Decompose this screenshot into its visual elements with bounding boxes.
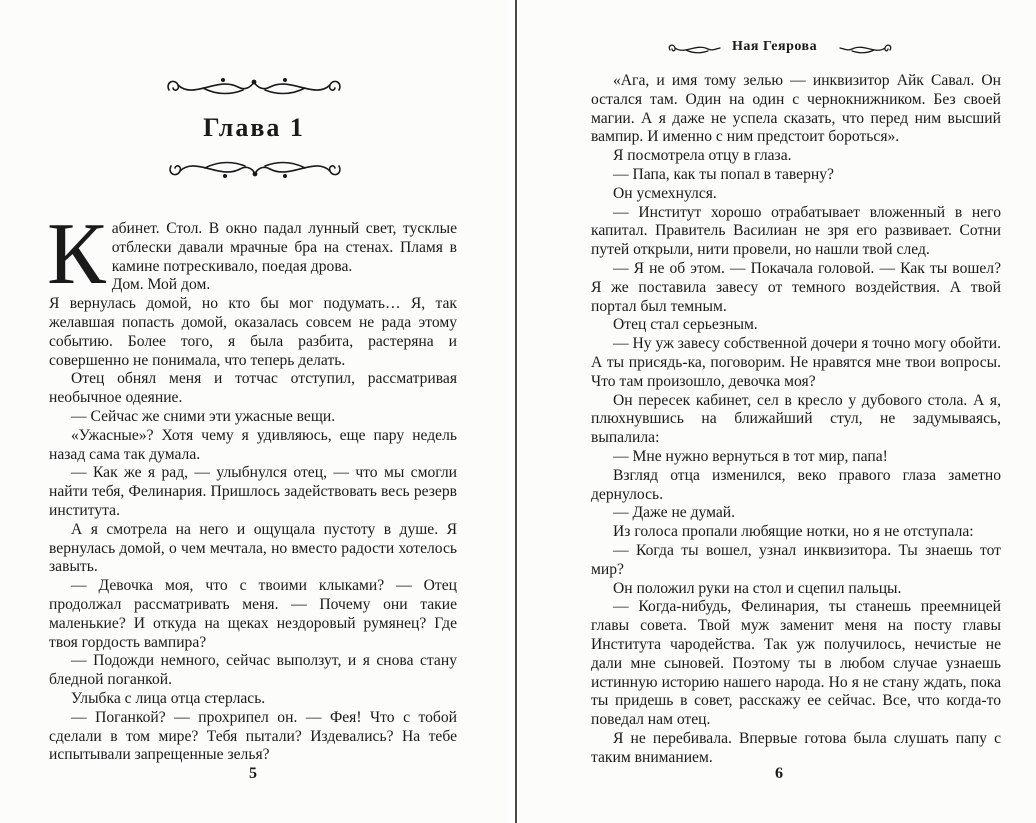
paragraph: — Институт хорошо отрабатывает вложенный в него капитал. Правитель Василиан не зря его развивает. Сотни путей открыли, нити провели, но нашли твой след.	[591, 203, 1001, 259]
paragraph: — Как же я рад, — улыбнулся отец, — что мы смогли найти тебя, Фелинария. Пришлось задействовать весь резерв института.	[49, 464, 457, 519]
drop-cap: К	[47, 206, 106, 303]
paragraph: — Даже не думай.	[613, 504, 736, 522]
paragraph: — Когда ты вошел, узнал инквизитора. Ты знаешь тот мир?	[591, 541, 1001, 578]
left-page	[0, 0, 508, 823]
paragraph: Отец стал серьезным.	[613, 316, 758, 334]
left-page-text	[47, 206, 457, 765]
paragraph: Он усмехнулся.	[613, 184, 717, 202]
paragraph: — Девочка моя, что с твоими клыками? — Отец продолжал рассматривать меня. — Почему они такие маленькие? И откуда на щеках нездоровый румянец? Где твоя гордость вампира?	[49, 577, 457, 651]
paragraph: Он положил руки на стол и сцепил пальцы.	[613, 579, 902, 597]
paragraph: — Подожди немного, сейчас выползут, и я снова стану бледной поганкой.	[49, 652, 457, 689]
paragraph: «Ага, и имя тому зелью — инквизитор Айк Савал. Он остался там. Один на один с чернокнижником. Без своей магии. А я даже не успела сказать, что перед ним высший вампир. И именно с ним предстоит бороться».	[591, 72, 1001, 146]
paragraph: Я не перебивала. Впервые готова была слушать папу с таким вниманием.	[591, 729, 1001, 766]
paragraph: Я вернулась домой, но кто бы мог подумать… Я, так желавшая попасть домой, оказалась совсем не рада этому событию. Более того, я была разбита, растеряна и совершенно не понимала, что теперь делать.	[49, 295, 457, 369]
chapter-ornament-top	[163, 70, 345, 104]
page-number-left: 5	[249, 765, 257, 782]
running-header	[666, 38, 896, 60]
paragraph: — Когда-нибудь, Фелинария, ты станешь преемницей главы совета. Твой муж заменит меня на посту главы Института чародейства. Так уж получилось, нечистые не дали мне сыновей. Поэтому ты в любом случае узнаешь истинную историю нашего народа. Но я не стану ждать, пока ты придешь в совет, расскажу ее сейчас. Все, что когда-то поведал нам отец.	[591, 598, 1001, 729]
header-ornament-left-icon	[666, 41, 722, 62]
right-page-text	[591, 72, 1001, 767]
header-ornament-right-icon	[838, 41, 894, 62]
paragraph: — Папа, как ты попал в таверну?	[613, 165, 834, 183]
chapter-title: Глава 1	[203, 113, 305, 142]
paragraph: — Поганкой? — прохрипел он. — Фея! Что с тобой сделали в том мире? Тебя пытали? Издевались? На тебе испытывали запрещенные зелья?	[49, 708, 457, 764]
first-paragraph-text: абинет. Стол. В окно падал лунный свет, тусклые отблески давали мрачные бра на стенах. Пламя в камине потрескивало, поедая дрова.	[111, 220, 457, 275]
running-header-author: Ная Геярова	[732, 39, 818, 54]
paragraph: Я посмотрела отцу в глаза.	[613, 147, 792, 165]
paragraph: Он пересек кабинет, сел в кресло у дубового стола. А я, плюхнувшись на ближайший стул, не задумываясь, выпалила:	[591, 391, 1001, 447]
paragraph: Дом. Мой дом.	[111, 276, 211, 294]
chapter-ornament-bottom	[165, 152, 345, 188]
paragraph: Улыбка с лица отца стерлась.	[71, 689, 266, 707]
paragraph: Отец обнял меня и тотчас отступил, рассматривая необычное одеяние.	[49, 370, 457, 407]
paragraph: Взгляд отца изменился, веко правого глаза заметно дернулось.	[591, 466, 1001, 503]
page-number-right: 6	[775, 765, 783, 782]
paragraph: А я смотрела на него и ощущала пустоту в душе. Я вернулась домой, о чем мечтала, но вместо радости хотелось завыть.	[49, 520, 457, 576]
paragraph: — Я не об этом. — Покачала головой. — Как ты вошел? Я же поставила завесу от темного воздействия. А твой портал был темным.	[591, 259, 1001, 315]
book-gutter	[508, 0, 519, 823]
paragraph: Из голоса пропали любящие нотки, но я не отступала:	[613, 523, 974, 541]
paragraph: «Ужасные»? Хотя чему я удивляюсь, еще пару недель назад сама так думала.	[49, 426, 457, 463]
paragraph: — Мне нужно вернуться в тот мир, папа!	[613, 447, 888, 465]
paragraph: — Сейчас же сними эти ужасные вещи.	[71, 407, 336, 425]
paragraph: — Ну уж завесу собственной дочери я точно могу обойти. А ты присядь-ка, поговорим. Не нравятся мне твои вопросы. Что там произошло, девочка моя?	[591, 335, 1001, 390]
